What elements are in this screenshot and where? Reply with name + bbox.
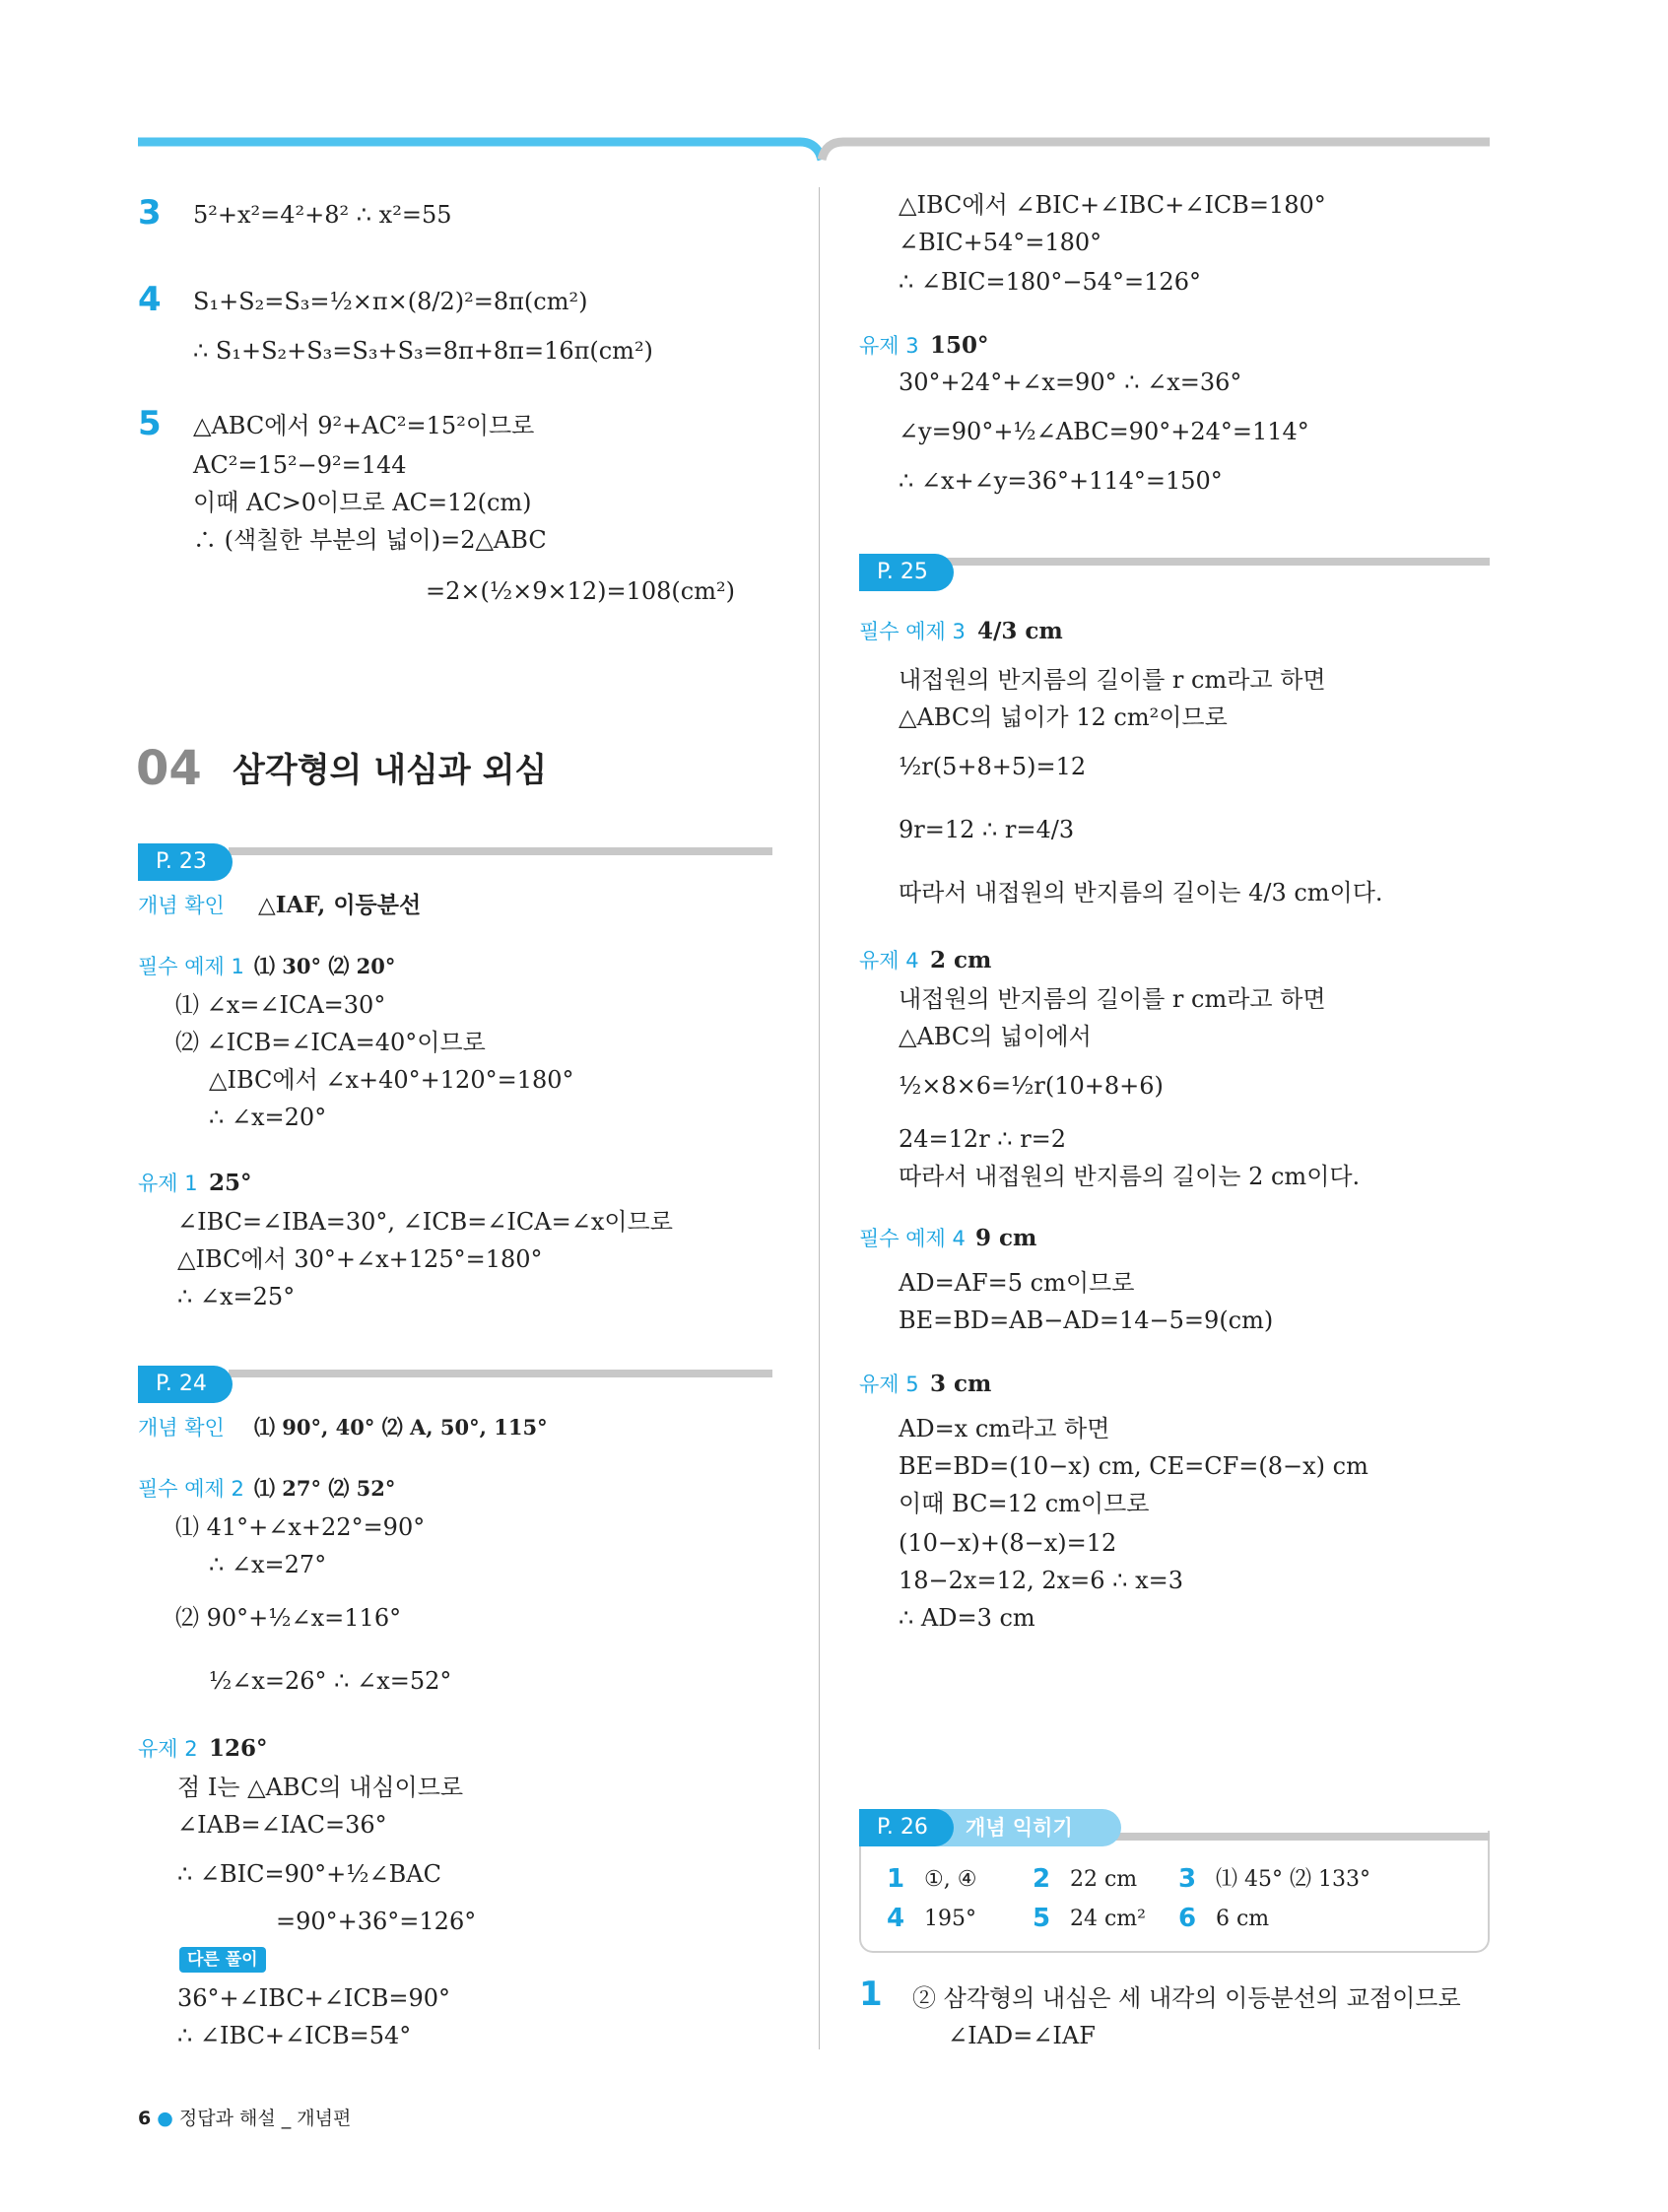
answer-4-value: 195° [924,1907,976,1931]
p23-band [229,847,772,855]
yu5-line-3: 이때 BC=12 cm이므로 [899,1490,1150,1517]
question-number-5: 5 [138,404,162,443]
p23-concept-label: 개념 확인 [138,894,225,917]
ex2-answer: ⑴ 27° ⑵ 52° [254,1476,396,1501]
yu5-line-4: (10−x)+(8−x)=12 [899,1529,1117,1557]
right-top-line-2: ∠BIC+54°=180° [899,229,1102,256]
yu1-line-1: ∠IBC=∠IBA=30°, ∠ICB=∠ICA=∠x이므로 [177,1208,673,1236]
other-solution-badge: 다른 풀이 [179,1947,266,1973]
ex3-answer: 4/3 cm [977,618,1063,644]
ex1-line-4: ∴ ∠x=20° [209,1104,327,1131]
bullet-icon: ● [157,2108,173,2129]
question-number-4: 4 [138,280,162,319]
top-decoration [0,0,1668,168]
ex1-line-2: ⑵ ∠ICB=∠ICA=40°이므로 [175,1029,486,1056]
ex2-line-3: ⑵ 90°+½∠x=116° [175,1604,402,1632]
yu2-line-2: ∠IAB=∠IAC=36° [177,1811,387,1839]
yu5-line-6: ∴ AD=3 cm [899,1604,1035,1632]
answer-2-value: 22 cm [1070,1867,1138,1892]
footer-text: 정답과 해설 _ 개념편 [178,2108,352,2129]
answer-6-value: 6 cm [1216,1907,1270,1931]
ex4-answer: 9 cm [975,1225,1037,1251]
yu3-label: 유제 3 [859,334,919,358]
ex1-line-1: ⑴ ∠x=∠ICA=30° [175,991,386,1019]
ex3-line-5: 따라서 내접원의 반지름의 길이는 4/3 cm이다. [899,879,1383,906]
answer-1-value: ①, ④ [924,1867,977,1892]
yu4-line-2: △ABC의 넓이에서 [899,1023,1092,1050]
yu3-line-1: 30°+24°+∠x=90° ∴ ∠x=36° [899,369,1242,396]
section-title: 삼각형의 내심과 외심 [233,751,548,790]
p25-band [946,558,1490,566]
yu2-line-6: ∴ ∠IBC+∠ICB=54° [177,2022,412,2049]
ex2-line-1: ⑴ 41°+∠x+22°=90° [175,1513,426,1541]
question-number-3: 3 [138,193,162,233]
ex3-line-3: ½r(5+8+5)=12 [899,753,1087,780]
yu1-label: 유제 1 [138,1172,198,1195]
yu4-line-3: ½×8×6=½r(10+8+6) [899,1072,1164,1100]
yu4-line-4: 24=12r ∴ r=2 [899,1125,1067,1153]
answer-1-number: 1 [887,1864,905,1894]
q4-line-2: ∴ S₁+S₂+S₃=S₃+S₃=8π+8π=16π(cm²) [193,337,653,365]
p25-pill: P. 25 [859,554,954,591]
answer-2-number: 2 [1033,1864,1051,1894]
p26-band [1084,1833,1490,1841]
ex3-line-1: 내접원의 반지름의 길이를 r cm라고 하면 [899,666,1326,694]
yu3-line-2: ∠y=90°+½∠ABC=90°+24°=114° [899,418,1309,445]
yu5-answer: 3 cm [930,1371,992,1397]
p24-concept-label: 개념 확인 [138,1416,225,1440]
ex1-label: 필수 예제 1 [138,955,244,978]
yu2-line-1: 점 I는 △ABC의 내심이므로 [177,1774,464,1801]
yu5-line-1: AD=x cm라고 하면 [899,1415,1110,1442]
ex4-label: 필수 예제 4 [859,1227,966,1250]
column-divider [819,187,820,2049]
right-top-line-3: ∴ ∠BIC=180°−54°=126° [899,268,1201,296]
q5-line-4: ∴ (색칠한 부분의 넓이)=2△ABC [193,526,547,554]
yu2-line-5: 36°+∠IBC+∠ICB=90° [177,1984,451,2012]
ex1-line-3: △IBC에서 ∠x+40°+120°=180° [209,1066,574,1094]
yu2-label: 유제 2 [138,1737,198,1761]
p24-pill: P. 24 [138,1366,233,1403]
ex3-line-2: △ABC의 넓이가 12 cm²이므로 [899,704,1228,731]
q5-line-5: =2×(½×9×12)=108(cm²) [426,577,735,605]
right-top-line-1: △IBC에서 ∠BIC+∠IBC+∠ICB=180° [899,191,1326,219]
q5-line-3: 이때 AC>0이므로 AC=12(cm) [193,489,532,516]
yu4-line-1: 내접원의 반지름의 길이를 r cm라고 하면 [899,985,1326,1013]
p24-concept-answer: ⑴ 90°, 40° ⑵ A, 50°, 115° [254,1415,548,1440]
q3-line: 5²+x²=4²+8² ∴ x²=55 [193,201,452,229]
section-number-text: 04 [136,741,202,796]
yu1-answer: 25° [209,1170,252,1196]
page-number: 6 [138,2108,152,2129]
section-number [136,741,202,796]
yu3-answer: 150° [930,332,989,359]
yu3-line-3: ∴ ∠x+∠y=36°+114°=150° [899,467,1223,495]
q5-line-2: AC²=15²−9²=144 [193,451,407,479]
p26-answers [887,1862,1478,1945]
yu5-line-2: BE=BD=(10−x) cm, CE=CF=(8−x) cm [899,1452,1368,1480]
page-footer [138,2105,351,2132]
p23-pill: P. 23 [138,843,233,881]
ex2-line-4: ½∠x=26° ∴ ∠x=52° [209,1667,452,1695]
yu1-line-3: ∴ ∠x=25° [177,1283,296,1310]
p26-pill: P. 26 [859,1809,954,1846]
yu5-label: 유제 5 [859,1373,919,1396]
answer-3-value: ⑴ 45° ⑵ 133° [1216,1867,1370,1892]
yu2-answer: 126° [209,1735,268,1762]
explanation-1-line-1: ② 삼각형의 내심은 세 내각의 이등분선의 교점이므로 [912,1984,1461,2012]
ex4-line-2: BE=BD=AB−AD=14−5=9(cm) [899,1307,1274,1334]
q4-line-1: S₁+S₂=S₃=½×π×(8/2)²=8π(cm²) [193,288,588,315]
ex3-label: 필수 예제 3 [859,620,966,643]
answer-5-number: 5 [1033,1904,1051,1933]
yu2-line-3: ∴ ∠BIC=90°+½∠BAC [177,1860,441,1888]
yu5-line-5: 18−2x=12, 2x=6 ∴ x=3 [899,1567,1183,1594]
yu2-line-4: =90°+36°=126° [276,1908,477,1935]
yu4-label: 유제 4 [859,949,919,972]
yu4-line-5: 따라서 내접원의 반지름의 길이는 2 cm이다. [899,1163,1361,1190]
ex1-answer: ⑴ 30° ⑵ 20° [254,954,396,978]
p24-band [229,1370,772,1377]
ex2-label: 필수 예제 2 [138,1477,244,1501]
yu1-line-2: △IBC에서 30°+∠x+125°=180° [177,1245,543,1273]
p26-tab-label: 개념 익히기 [966,1816,1073,1840]
explanation-number-1: 1 [859,1975,883,2014]
p23-concept-answer: △IAF, 이등분선 [258,892,422,918]
answer-4-number: 4 [887,1904,905,1933]
answer-5-value: 24 cm² [1070,1907,1146,1931]
explanation-1-line-2: ∠IAD=∠IAF [948,2022,1096,2049]
answer-6-number: 6 [1178,1904,1197,1933]
ex3-line-4: 9r=12 ∴ r=4/3 [899,816,1075,843]
yu4-answer: 2 cm [930,947,992,973]
ex4-line-1: AD=AF=5 cm이므로 [899,1269,1135,1297]
ex2-line-2: ∴ ∠x=27° [209,1551,327,1578]
answer-3-number: 3 [1178,1864,1197,1894]
q5-line-1: △ABC에서 9²+AC²=15²이므로 [193,412,535,439]
